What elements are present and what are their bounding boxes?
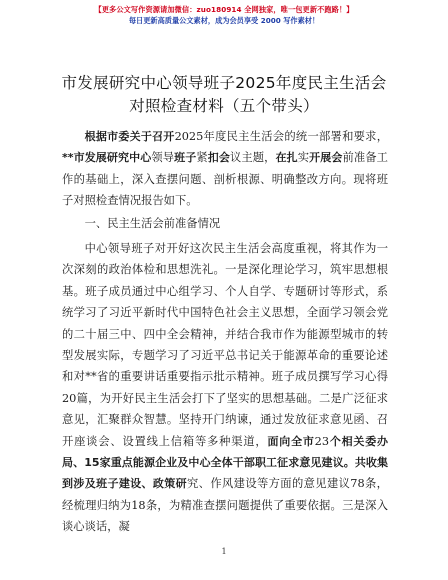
intro-paragraph-block — [62, 126, 388, 212]
intro-text: 扣会 — [207, 151, 230, 165]
promo-banner — [0, 4, 448, 26]
intro-text: 根据市委关于召开 — [84, 130, 175, 143]
intro-text: 2025年度民主生活会的统一部署和要求， — [174, 130, 388, 143]
page-number: 1 — [221, 547, 227, 556]
section-text: 中心领导班子对开好这次民主生活会高度重视，将其作为一次深刻的政治体检和思想洗礼。一是深化理论学习，筑牢思想根基。班子成员通过中心组学习、个人自学、专题研讨等形式，系统学习了习近平新时代中国特色社会主义思想，全面学习领会党的二十届三中、四中全会精神，并结合我市作为能源型城市的转型发展实际，专题学习了习近平总书记关于能源革命的重要论述和对**省的重要讲话重要指示批示精神。班子成员撰写学习心得 — [62, 242, 388, 384]
section-paragraph — [62, 238, 388, 538]
intro-text: 紧 — [196, 151, 208, 165]
promo-banner-line2: 每日更新高质量公文素材，成为会员享受 2000 写作素材！ — [128, 16, 320, 25]
intro-text: 班子 — [174, 151, 197, 165]
intro-text: 实 — [297, 151, 310, 165]
intro-text: 开展会 — [309, 151, 343, 165]
section-text: 面向全市 — [267, 434, 315, 448]
document-title-line2: 对照检查材料（五个带头） — [129, 97, 319, 115]
promo-banner-line1: 【更多公文写作资源请加微信：zuo180914 全网独家，唯一包更新不跑路！】 — [94, 5, 354, 14]
section-text: 78条，经梳理归纳为18条，为精准查摆问题提供了重要依据。三是深入谈心谈话，凝 — [62, 477, 388, 534]
section-text: 共收集到涉及班子建设、政策研 — [62, 456, 389, 491]
intro-text: 领导 — [151, 151, 175, 165]
intro-text: 前准备工作的基础上，深入查摆问题、剖析根源、明确整改方向。现将班子对照检查情况报告如下。 — [62, 151, 388, 208]
section-paragraph-block — [62, 238, 388, 538]
section-text: 20篇，为开好民主生活会打下了坚实的思想基础。二是广泛征求意见，汇聚群众智慧。坚持开门纳谏，通过发放征求意见函、召开座谈会、设置线上信箱等多种渠道， — [62, 391, 388, 448]
intro-text: 在扎 — [275, 151, 298, 165]
section-heading-block — [62, 213, 388, 234]
intro-text: **市发展研究中心 — [62, 151, 152, 165]
intro-paragraph — [62, 126, 388, 212]
section-text: 23 — [314, 434, 330, 448]
document-title-line1: 市发展研究中心领导班子2025年度民主生活会 — [61, 74, 387, 92]
section-text: 究、作风建设等方面的意见建议 — [187, 477, 351, 491]
intro-text: 议主题， — [229, 151, 276, 165]
document-title — [40, 72, 408, 118]
section-text: 个相关委办局、15家重点能源企业及中心全体干部职工征求意见建议。 — [62, 434, 389, 470]
section-heading: 一、民主生活会前准备情况 — [84, 217, 221, 230]
